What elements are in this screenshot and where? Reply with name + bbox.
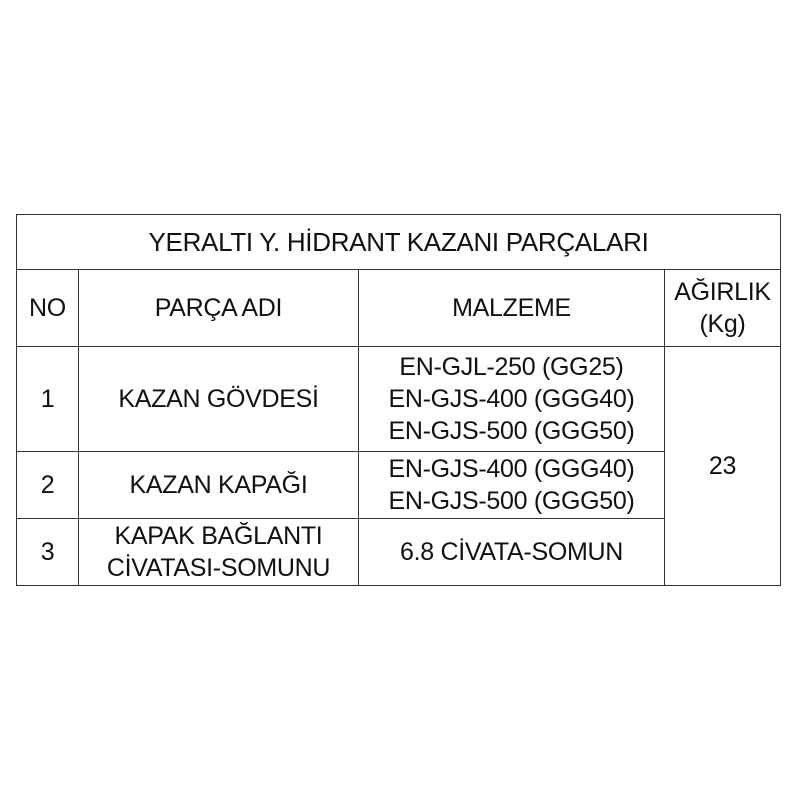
table-row xyxy=(17,347,781,452)
material-line: EN-GJS-400 (GGG40) xyxy=(388,385,635,413)
row-material xyxy=(359,519,665,586)
header-weight-unit: (Kg) xyxy=(699,310,746,338)
parts-table xyxy=(16,214,781,586)
table-title: YERALTI Y. HİDRANT KAZANI PARÇALARI xyxy=(17,215,781,270)
header-weight xyxy=(665,270,781,347)
row-no: 2 xyxy=(17,452,79,519)
material-line: EN-GJS-500 (GGG50) xyxy=(388,487,635,515)
row-part-name xyxy=(79,452,359,519)
row-no: 3 xyxy=(17,519,79,586)
row-material xyxy=(359,347,665,452)
weight-value: 23 xyxy=(665,347,781,586)
row-part-name xyxy=(79,519,359,586)
material-line: EN-GJL-250 (GG25) xyxy=(399,353,624,381)
header-weight-label: AĞIRLIK xyxy=(674,278,771,306)
material-line: EN-GJS-500 (GGG50) xyxy=(388,417,635,445)
row-no: 1 xyxy=(17,347,79,452)
header-part-name: PARÇA ADI xyxy=(79,270,359,347)
material-line: 6.8 CİVATA-SOMUN xyxy=(399,538,623,566)
row-material xyxy=(359,452,665,519)
part-name-line: KAZAN GÖVDESİ xyxy=(118,385,319,413)
row-part-name xyxy=(79,347,359,452)
title-row xyxy=(17,215,781,270)
part-name-line: CİVATASI-SOMUNU xyxy=(106,554,331,582)
header-no: NO xyxy=(17,270,79,347)
material-line: EN-GJS-400 (GGG40) xyxy=(388,455,635,483)
header-material: MALZEME xyxy=(359,270,665,347)
part-name-line: KAPAK BAĞLANTI xyxy=(114,522,323,550)
header-row xyxy=(17,270,781,347)
part-name-line: KAZAN KAPAĞI xyxy=(129,471,308,499)
